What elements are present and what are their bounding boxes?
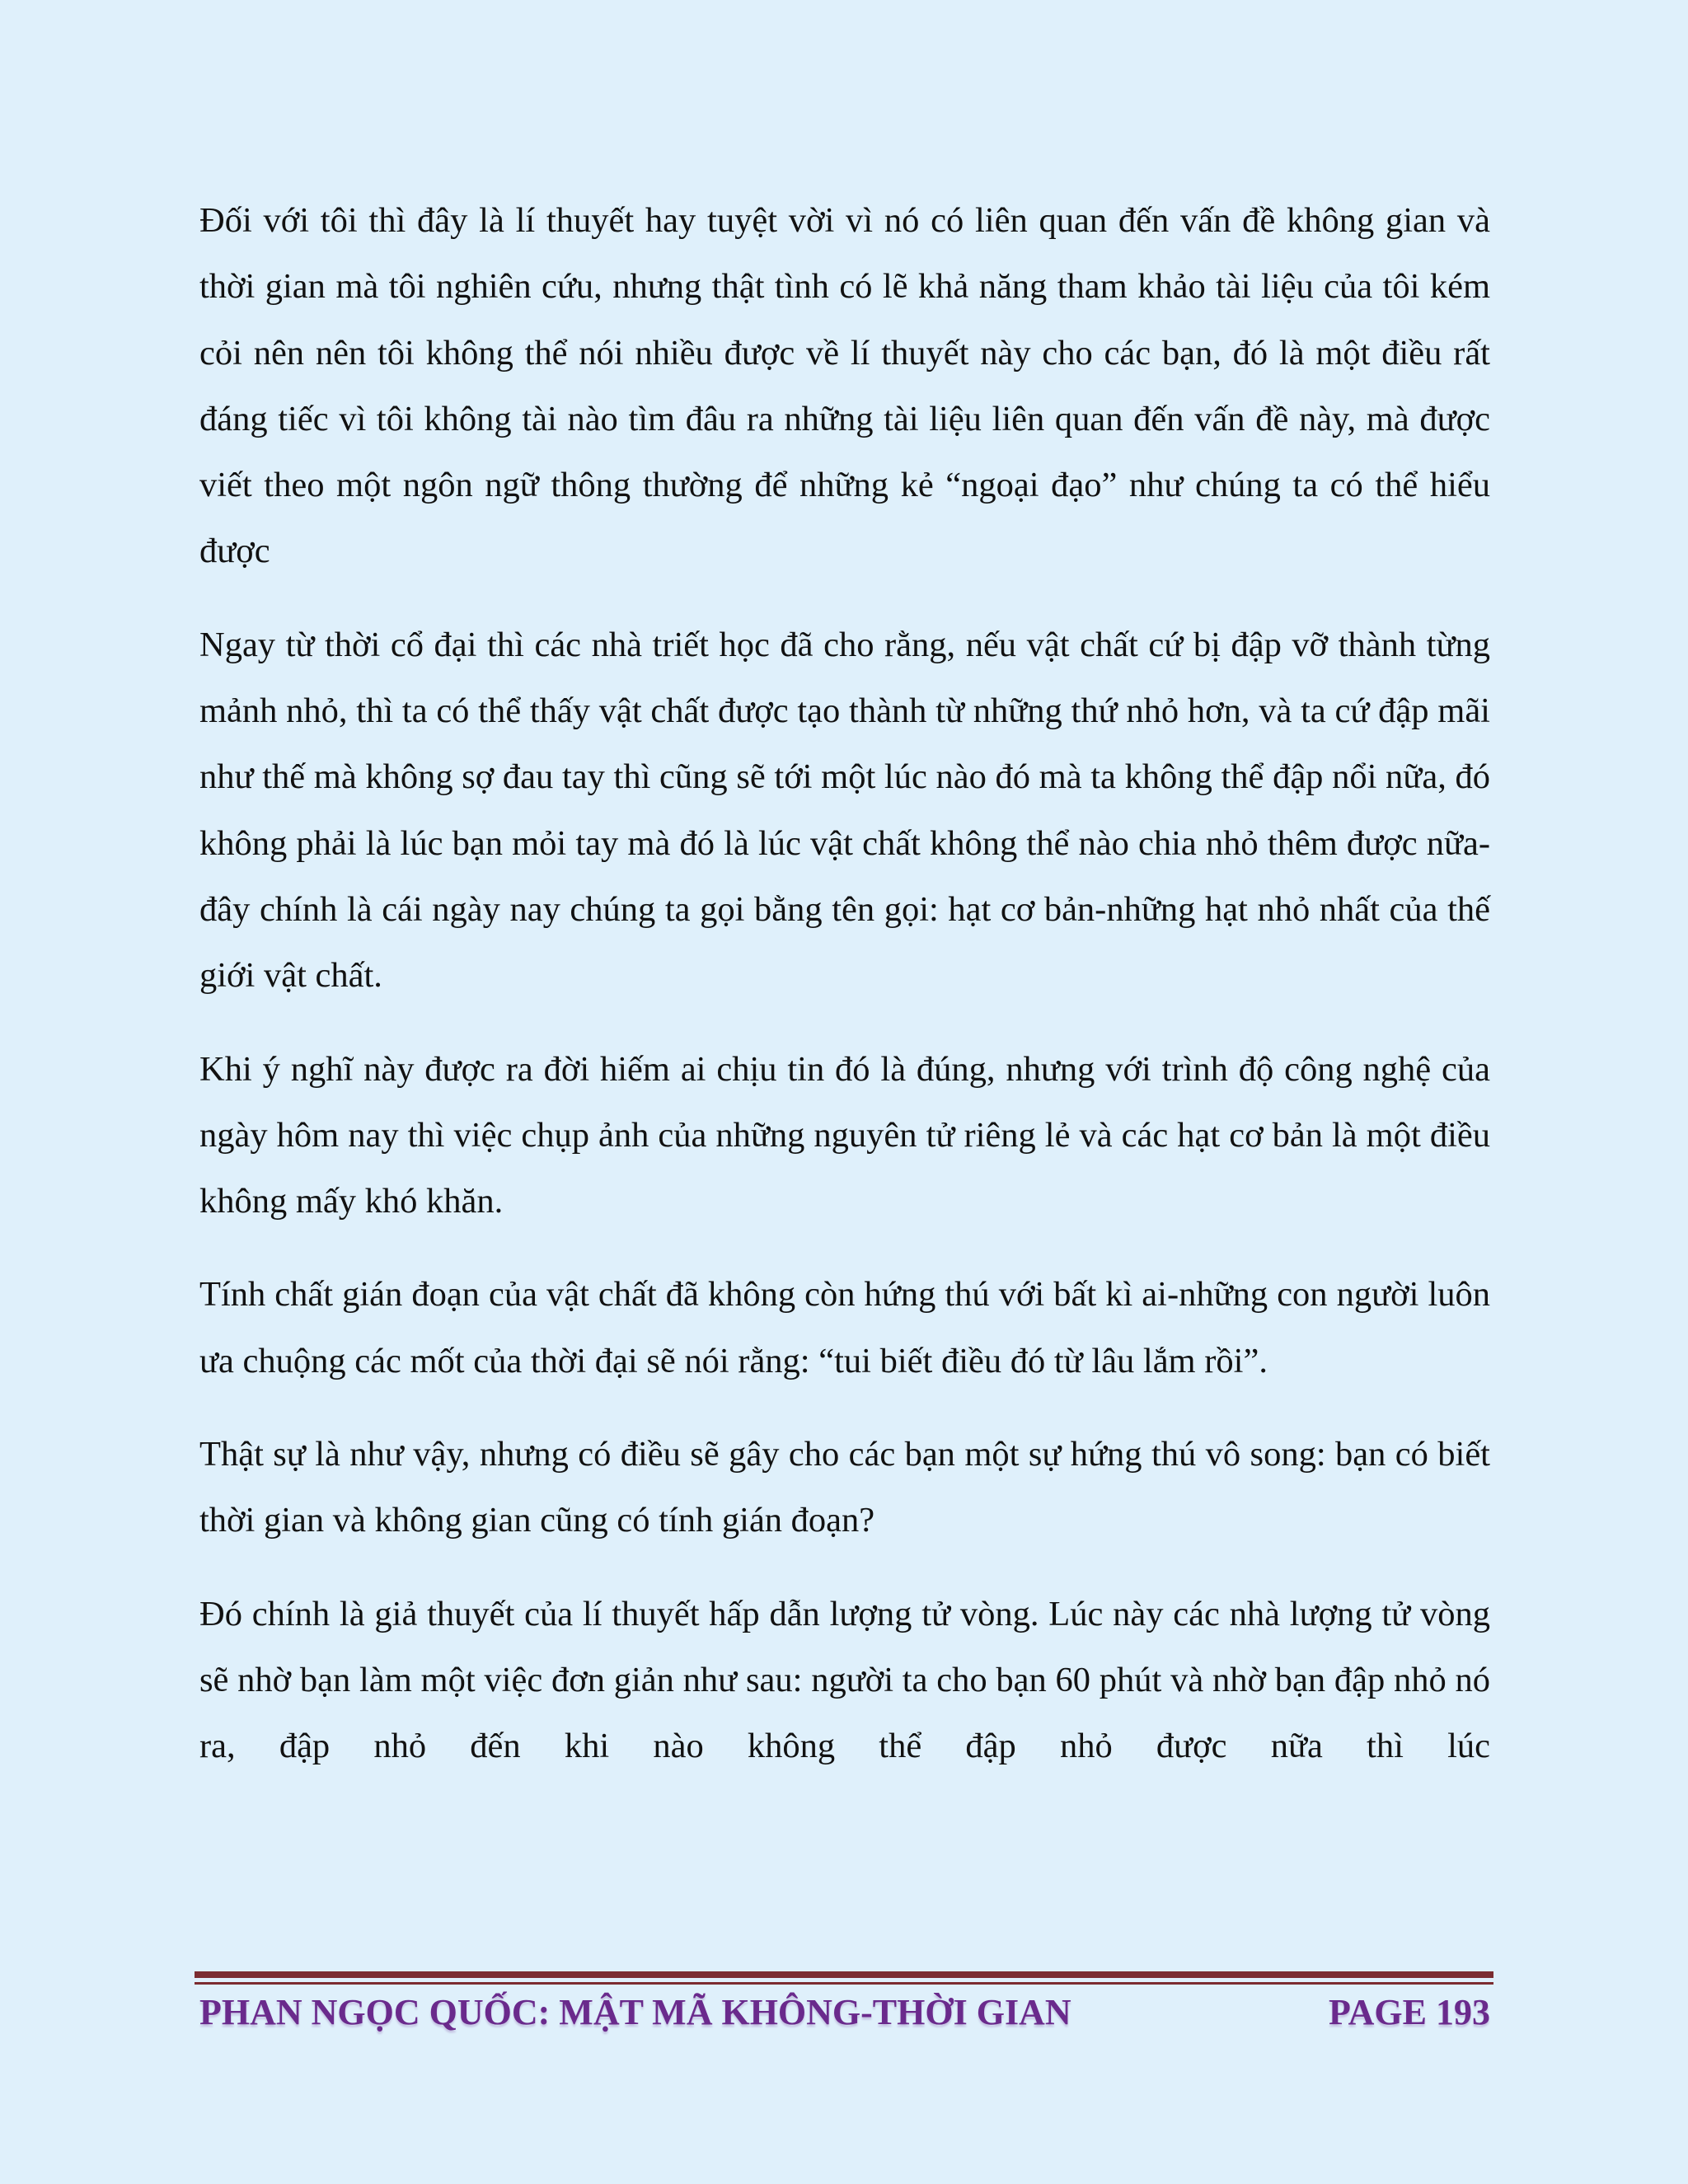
paragraph-3: Khi ý nghĩ này được ra đời hiếm ai chịu tin đó là đúng, nhưng với trình độ công nghệ của ngày hôm nay thì việc chụp ảnh của những nguyên tử riêng lẻ và các hạt cơ bản là một điều không mấy khó khăn.	[199, 1049, 1490, 1221]
body-text	[199, 188, 1490, 1807]
paragraph-2: Ngay từ thời cổ đại thì các nhà triết học đã cho rằng, nếu vật chất cứ bị đập vỡ thành từng mảnh nhỏ, thì ta có thể thấy vật chất được tạo thành từ những thứ nhỏ hơn, và ta cứ đập mãi như thế mà không sợ đau tay thì cũng sẽ tới một lúc nào đó mà ta không thể đập nổi nữa, đó không phải là lúc bạn mỏi tay mà đó là lúc vật chất không thể nào chia nhỏ thêm được nữa-đây chính là cái ngày nay chúng ta gọi bằng tên gọi: hạt cơ bản-những hạt nhỏ nhất của thế giới vật chất.	[199, 625, 1490, 996]
paragraph-5: Thật sự là như vậy, nhưng có điều sẽ gây cho các bạn một sự hứng thú vô song: bạn có biết thời gian và không gian cũng có tính gián đoạn?	[199, 1435, 1490, 1540]
paragraph-4: Tính chất gián đoạn của vật chất đã không còn hứng thú với bất kì ai-những con người luôn ưa chuộng các mốt của thời đại sẽ nói rằng: “tui biết điều đó từ lâu lắm rồi”.	[199, 1275, 1490, 1380]
paragraph-1: Đối với tôi thì đây là lí thuyết hay tuyệt vời vì nó có liên quan đến vấn đề không gian và thời gian mà tôi nghiên cứu, nhưng thật tình có lẽ khả năng tham khảo tài liệu của tôi kém cỏi nên nên tôi không thể nói nhiều được về lí thuyết này cho các bạn, đó là một điều rất đáng tiếc vì tôi không tài nào tìm đâu ra những tài liệu liên quan đến vấn đề này, mà được viết theo một ngôn ngữ thông thường để những kẻ “ngoại đạo” như chúng ta có thể hiểu được	[199, 201, 1490, 571]
paragraph-6: Đó chính là giả thuyết của lí thuyết hấp dẫn lượng tử vòng. Lúc này các nhà lượng tử vòng sẽ nhờ bạn làm một việc đơn giản như sau: người ta cho bạn 60 phút và nhờ bạn đập nhỏ nó ra, đập nhỏ đến khi nào không thể đập nhỏ được nữa thì lúc	[199, 1594, 1490, 1766]
footer-divider-thin	[195, 1982, 1493, 1985]
footer-book-title: PHAN NGỌC QUỐC: MẬT MÃ KHÔNG-THỜI GIAN	[199, 1992, 1071, 2032]
footer-page-number: PAGE 193	[1329, 1992, 1490, 2032]
footer-divider-thick	[195, 1971, 1493, 1978]
